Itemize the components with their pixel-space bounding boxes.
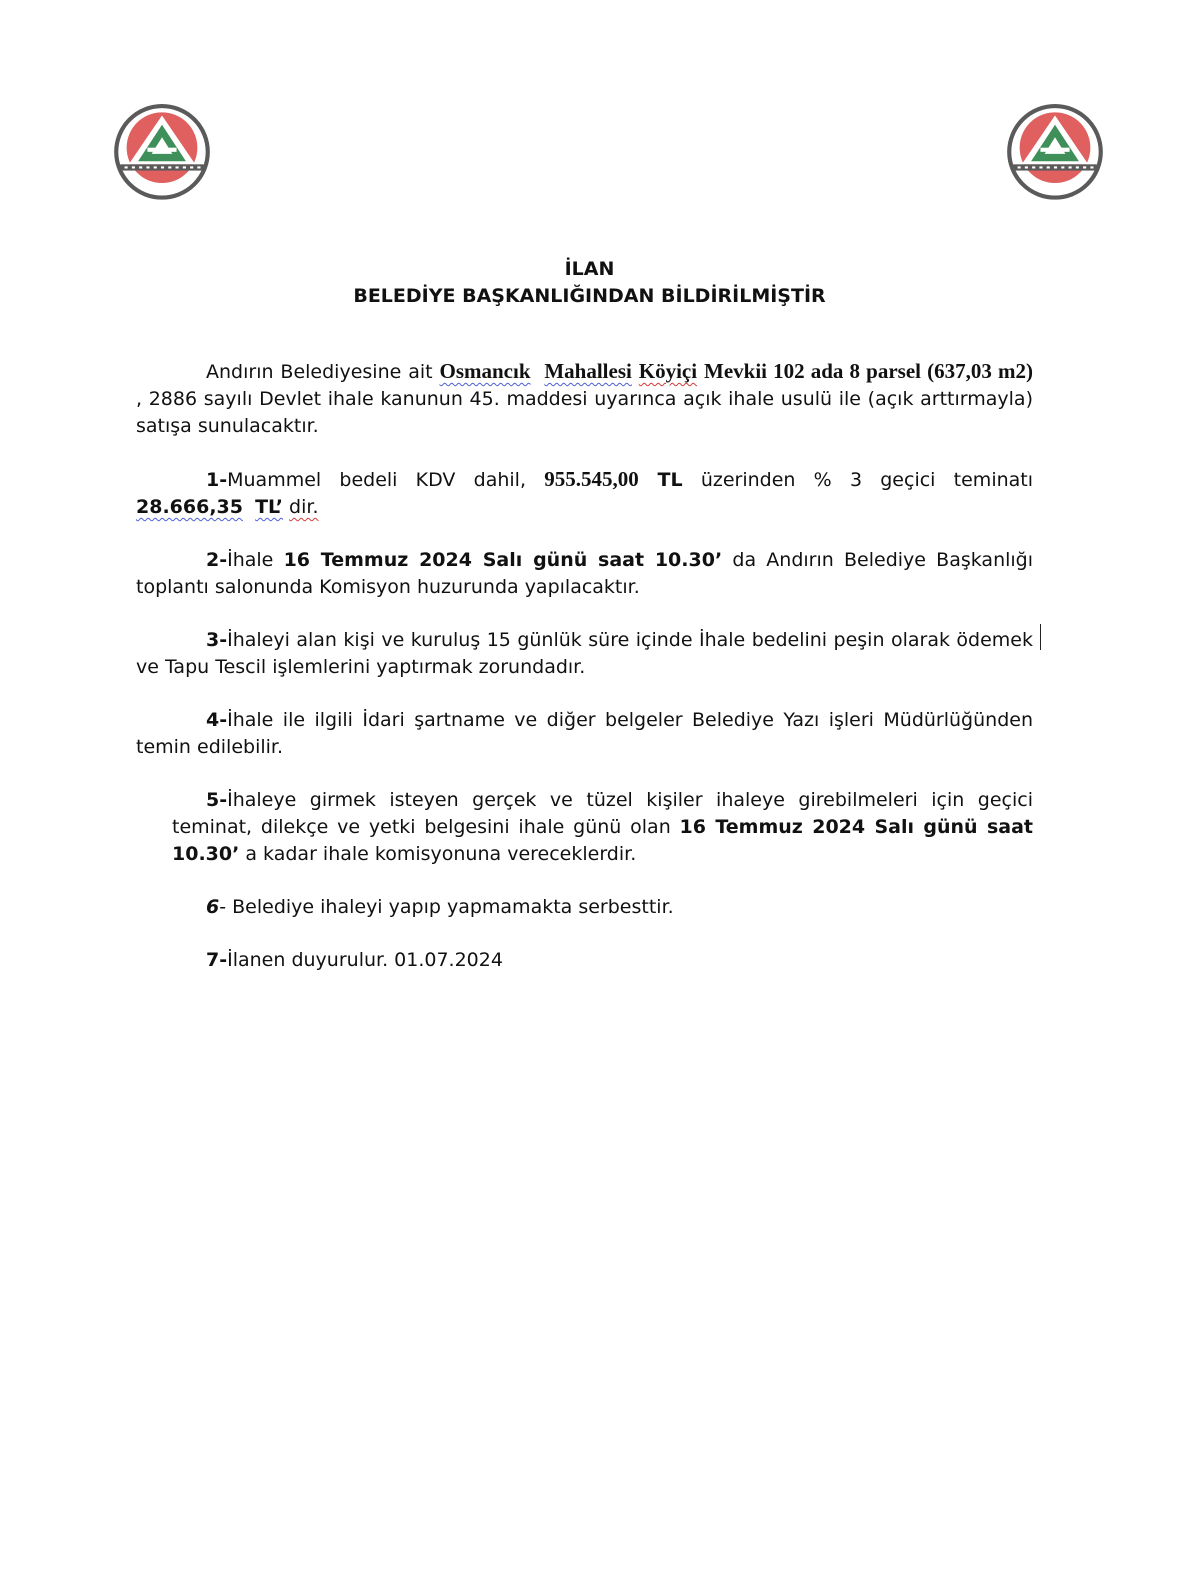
municipality-emblem [110,104,214,208]
parcel-info: Mevkii 102 ada 8 parsel (637,03 m2) [704,359,1033,383]
intro-prefix: Andırın Belediyesine ait [206,361,440,383]
text-cursor [1040,624,1041,650]
item-1 [136,466,1033,521]
item-text: a kadar ihale komisyonuna vereceklerdir. [239,843,637,865]
intro-rest: , 2886 sayılı Devlet ihale kanunun 45. maddesi uyarınca açık ihale usulü ile (açık arttırmayla) satışa sunulacaktır. [136,388,1033,437]
neighborhood-label: Mahallesi [544,359,632,383]
item-text: dir. [289,496,319,518]
item-text: İhaleyi alan kişi ve kuruluş 15 günlük süre içinde İhale bedelini peşin olarak ödemek ve Tapu Tescil işlemlerini yaptırmak zorundadır. [136,629,1033,678]
estimated-price: 955.545,00 [544,467,639,491]
item-text: Muammel bedeli KDV dahil, [227,469,545,491]
item-number: 3- [206,629,228,651]
municipality-logo-left [110,104,214,208]
item-number: 6 [206,896,220,918]
announcement-body [136,358,1033,1000]
item-text: - Belediye ihaleyi yapıp yapmamakta serbesttir. [219,896,674,918]
neighborhood-name: Osmancık [439,359,531,383]
currency: TL [638,469,683,491]
tender-date: 16 Temmuz 2024 Salı günü saat 10.30’ [283,549,723,571]
item-3 [136,627,1033,681]
item-7 [136,947,1033,974]
deposit-currency: TL’ [255,496,283,518]
item-6 [136,894,1033,921]
page-subtitle: BELEDİYE BAŞKANLIĞINDAN BİLDİRİLMİŞTİR [353,285,826,307]
municipality-logo-right [1003,104,1107,208]
municipality-emblem [1003,104,1107,208]
item-text: İhale [227,549,284,571]
deposit-amount: 28.666,35 [136,496,243,518]
intro-paragraph [136,358,1033,440]
tender-date: 16 Temmuz 2024 Salı günü saat 10.30’ [172,816,1033,865]
item-2 [136,547,1033,601]
item-4 [136,707,1033,761]
item-number: 1- [206,469,228,491]
item-text: İlanen duyurulur. 01.07.2024 [227,949,503,971]
page-title: İLAN [564,258,615,280]
item-number: 4- [206,709,228,731]
item-number: 7- [206,949,228,971]
item-number: 2- [206,549,228,571]
item-text: İhaleye girmek isteyen gerçek ve tüzel kişiler ihaleye girebilmeleri için geçici teminat, dilekçe ve yetki belgesini ihale günü olan [172,789,1033,838]
item-text: İhale ile ilgili İdari şartname ve diğer belgeler Belediye Yazı işleri Müdürlüğünden temin edilebilir. [136,709,1033,758]
item-text: da Andırın Belediye Başkanlığı toplantı salonunda Komisyon huzurunda yapılacaktır. [136,549,1034,598]
announcement-header [0,256,1179,310]
item-5 [136,787,1033,868]
item-text: üzerinden % 3 geçici teminatı [682,469,1034,491]
item-number: 5- [206,789,228,811]
locality-name: Köyiçi [638,359,698,383]
